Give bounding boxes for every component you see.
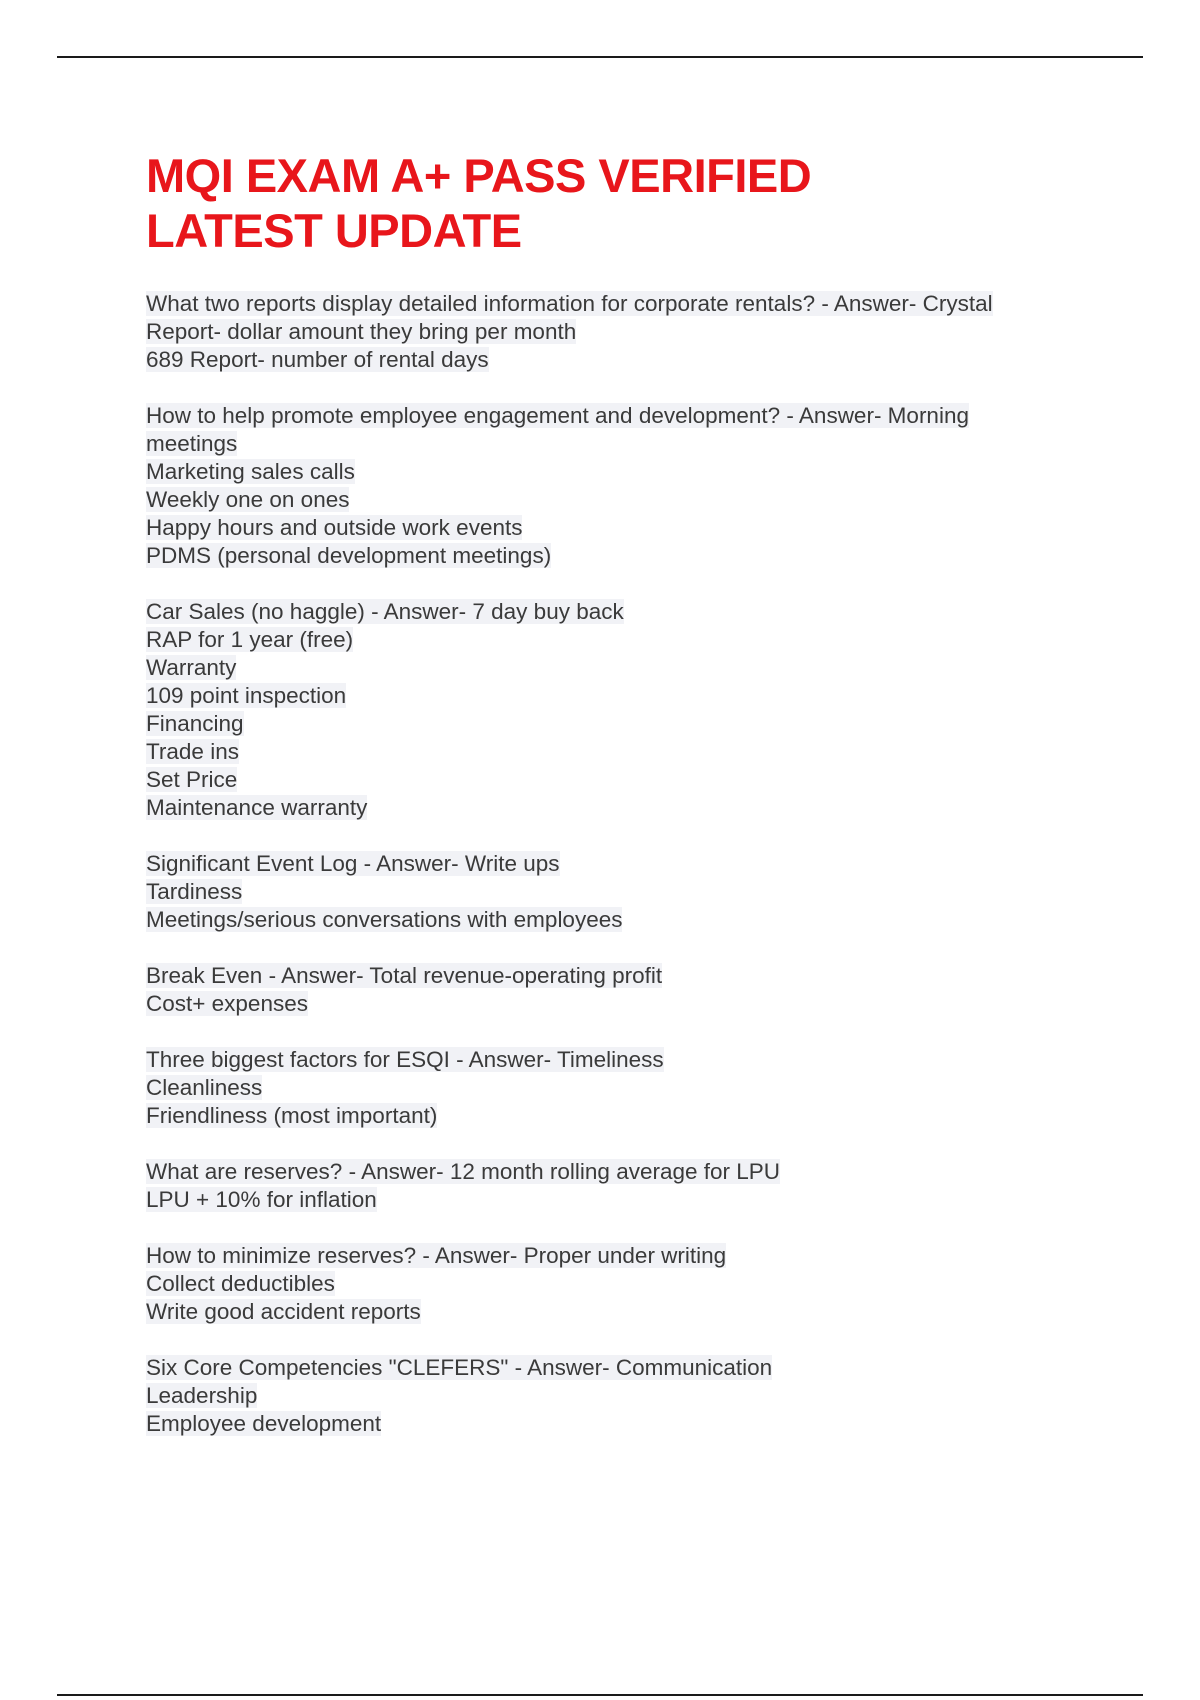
qa-text: 109 point inspection	[146, 683, 347, 708]
title-line: LATEST UPDATE	[146, 204, 522, 257]
qa-text: Maintenance warranty	[146, 795, 368, 820]
qa-text: LPU + 10% for inflation	[146, 1187, 377, 1212]
qa-text: Meetings/serious conversations with employees	[146, 907, 623, 932]
qa-block	[146, 962, 1086, 1018]
qa-text: 689 Report- number of rental days	[146, 347, 489, 372]
qa-text: What two reports display detailed information for corporate rentals? - Answer- Crystal	[146, 291, 993, 316]
qa-text: Friendliness (most important)	[146, 1103, 438, 1128]
page-title	[146, 148, 1086, 258]
qa-text: How to minimize reserves? - Answer- Proper under writing	[146, 1243, 727, 1268]
qa-block	[146, 850, 1086, 934]
qa-answer-line	[146, 738, 1086, 766]
qa-answer-line	[146, 346, 1086, 374]
qa-text: Employee development	[146, 1411, 382, 1436]
document-body	[146, 148, 1086, 1466]
qa-text: Marketing sales calls	[146, 459, 355, 484]
qa-answer-line	[146, 682, 1086, 710]
qa-answer-line	[146, 906, 1086, 934]
qa-answer-line	[146, 1298, 1086, 1326]
qa-text: Cost+ expenses	[146, 991, 308, 1016]
qa-answer-line	[146, 486, 1086, 514]
qa-block	[146, 598, 1086, 822]
bottom-rule	[57, 1694, 1143, 1696]
top-rule	[57, 56, 1143, 58]
qa-text: Cleanliness	[146, 1075, 263, 1100]
qa-text: Write good accident reports	[146, 1299, 421, 1324]
qa-text: What are reserves? - Answer- 12 month rolling average for LPU	[146, 1159, 781, 1184]
qa-answer-line	[146, 458, 1086, 486]
qa-question-line	[146, 1354, 1086, 1382]
qa-text: Tardiness	[146, 879, 243, 904]
qa-answer-line	[146, 318, 1086, 346]
qa-block	[146, 402, 1086, 570]
qa-list	[146, 290, 1086, 1438]
qa-answer-line	[146, 766, 1086, 794]
qa-text: Car Sales (no haggle) - Answer- 7 day buy back	[146, 599, 624, 624]
qa-text: Six Core Competencies "CLEFERS" - Answer- Communication	[146, 1355, 773, 1380]
qa-text: Leadership	[146, 1383, 258, 1408]
qa-answer-line	[146, 1102, 1086, 1130]
qa-answer-line	[146, 794, 1086, 822]
qa-block	[146, 1354, 1086, 1438]
qa-answer-line	[146, 1074, 1086, 1102]
qa-text: How to help promote employee engagement and development? - Answer- Morning	[146, 403, 969, 428]
qa-text: Report- dollar amount they bring per month	[146, 319, 577, 344]
qa-block	[146, 1046, 1086, 1130]
qa-block	[146, 290, 1086, 374]
qa-answer-line	[146, 1186, 1086, 1214]
qa-text: Warranty	[146, 655, 237, 680]
qa-answer-line	[146, 1410, 1086, 1438]
qa-text: Trade ins	[146, 739, 239, 764]
qa-text: Break Even - Answer- Total revenue-operating profit	[146, 963, 663, 988]
qa-text: Collect deductibles	[146, 1271, 335, 1296]
qa-answer-line	[146, 878, 1086, 906]
qa-text: Three biggest factors for ESQI - Answer- Timeliness	[146, 1047, 664, 1072]
qa-question-line	[146, 1158, 1086, 1186]
qa-text: RAP for 1 year (free)	[146, 627, 354, 652]
qa-question-line	[146, 598, 1086, 626]
qa-answer-line	[146, 1382, 1086, 1410]
qa-answer-line	[146, 710, 1086, 738]
qa-answer-line	[146, 1270, 1086, 1298]
qa-answer-line	[146, 514, 1086, 542]
qa-answer-line	[146, 990, 1086, 1018]
qa-text: Set Price	[146, 767, 238, 792]
qa-text: Significant Event Log - Answer- Write ups	[146, 851, 560, 876]
qa-answer-line	[146, 430, 1086, 458]
qa-question-line	[146, 402, 1086, 430]
qa-text: Weekly one on ones	[146, 487, 350, 512]
qa-question-line	[146, 850, 1086, 878]
qa-answer-line	[146, 542, 1086, 570]
qa-text: Happy hours and outside work events	[146, 515, 523, 540]
title-line: MQI EXAM A+ PASS VERIFIED	[146, 149, 812, 202]
qa-block	[146, 1158, 1086, 1214]
qa-block	[146, 1242, 1086, 1326]
qa-text: PDMS (personal development meetings)	[146, 543, 552, 568]
qa-text: Financing	[146, 711, 244, 736]
qa-text: meetings	[146, 431, 238, 456]
qa-answer-line	[146, 626, 1086, 654]
qa-question-line	[146, 962, 1086, 990]
qa-answer-line	[146, 654, 1086, 682]
qa-question-line	[146, 1046, 1086, 1074]
qa-question-line	[146, 1242, 1086, 1270]
qa-question-line	[146, 290, 1086, 318]
